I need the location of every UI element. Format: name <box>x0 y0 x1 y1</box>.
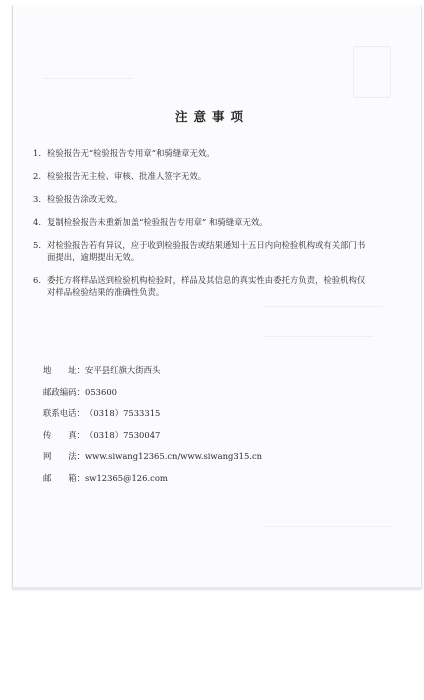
notice-item <box>33 170 373 182</box>
faint-bleed-line <box>43 78 133 79</box>
faint-bleed-line <box>263 526 393 527</box>
faint-bleed-line <box>263 336 373 337</box>
notice-item <box>33 193 373 205</box>
item-number: 6. <box>33 275 41 285</box>
contact-label: 传 真： <box>43 429 85 440</box>
item-number: 4. <box>33 217 41 227</box>
page-edge <box>12 587 420 590</box>
contact-value: （0318）7530047 <box>85 429 161 440</box>
item-number: 5. <box>33 240 41 250</box>
contact-postcode <box>43 386 343 398</box>
item-text: 复制检验报告未重新加盖“检验报告专用章” 和骑缝章无效。 <box>47 217 268 227</box>
notice-item <box>33 216 373 228</box>
notice-title: 注意事项 <box>174 109 249 124</box>
item-number: 2. <box>33 171 41 181</box>
item-number: 1. <box>33 148 41 158</box>
contact-website <box>43 450 343 462</box>
item-text: 委托方将样品送到检验机构检验时，样品及其信息的真实性由委托方负责，检验机构仅对样品检验结果的准确性负责。 <box>47 275 366 297</box>
item-text: 检验报告无“检验报告专用章”和骑缝章无效。 <box>47 148 215 158</box>
contact-value: www.siwang12365.cn/www.siwang315.cn <box>85 451 263 462</box>
faint-stamp-mark <box>353 46 391 98</box>
contact-fax <box>43 429 343 441</box>
contact-label: 网 法： <box>43 451 85 462</box>
contact-value: 安平县红旗大街西头 <box>85 365 161 375</box>
notice-list <box>33 147 373 309</box>
contact-label: 邮政编码 ： <box>43 386 85 397</box>
contact-label: 联系电话 ： <box>43 408 85 419</box>
contact-phone <box>43 407 343 419</box>
contact-label: 地 址： <box>43 365 85 375</box>
item-text: 对检验报告若有异议，应于收到检验报告或结果通知十五日内向检验机构或有关部门书面提出，逾期提出无效。 <box>47 240 366 262</box>
item-text: 检验报告无主检、审核、批准人签字无效。 <box>47 171 207 181</box>
contact-label: 邮 箱： <box>43 472 85 483</box>
contact-value: 053600 <box>85 386 117 397</box>
contact-info <box>43 364 343 494</box>
contact-address <box>43 364 343 376</box>
notice-item <box>33 147 373 159</box>
item-text: 检验报告涂改无效。 <box>47 194 123 204</box>
item-number: 3. <box>33 194 41 204</box>
contact-email <box>43 472 343 484</box>
contact-value: （0318）7533315 <box>85 408 161 419</box>
contact-value: sw12365@126.com <box>85 472 168 483</box>
notice-item <box>33 239 373 263</box>
notice-item <box>33 274 373 298</box>
